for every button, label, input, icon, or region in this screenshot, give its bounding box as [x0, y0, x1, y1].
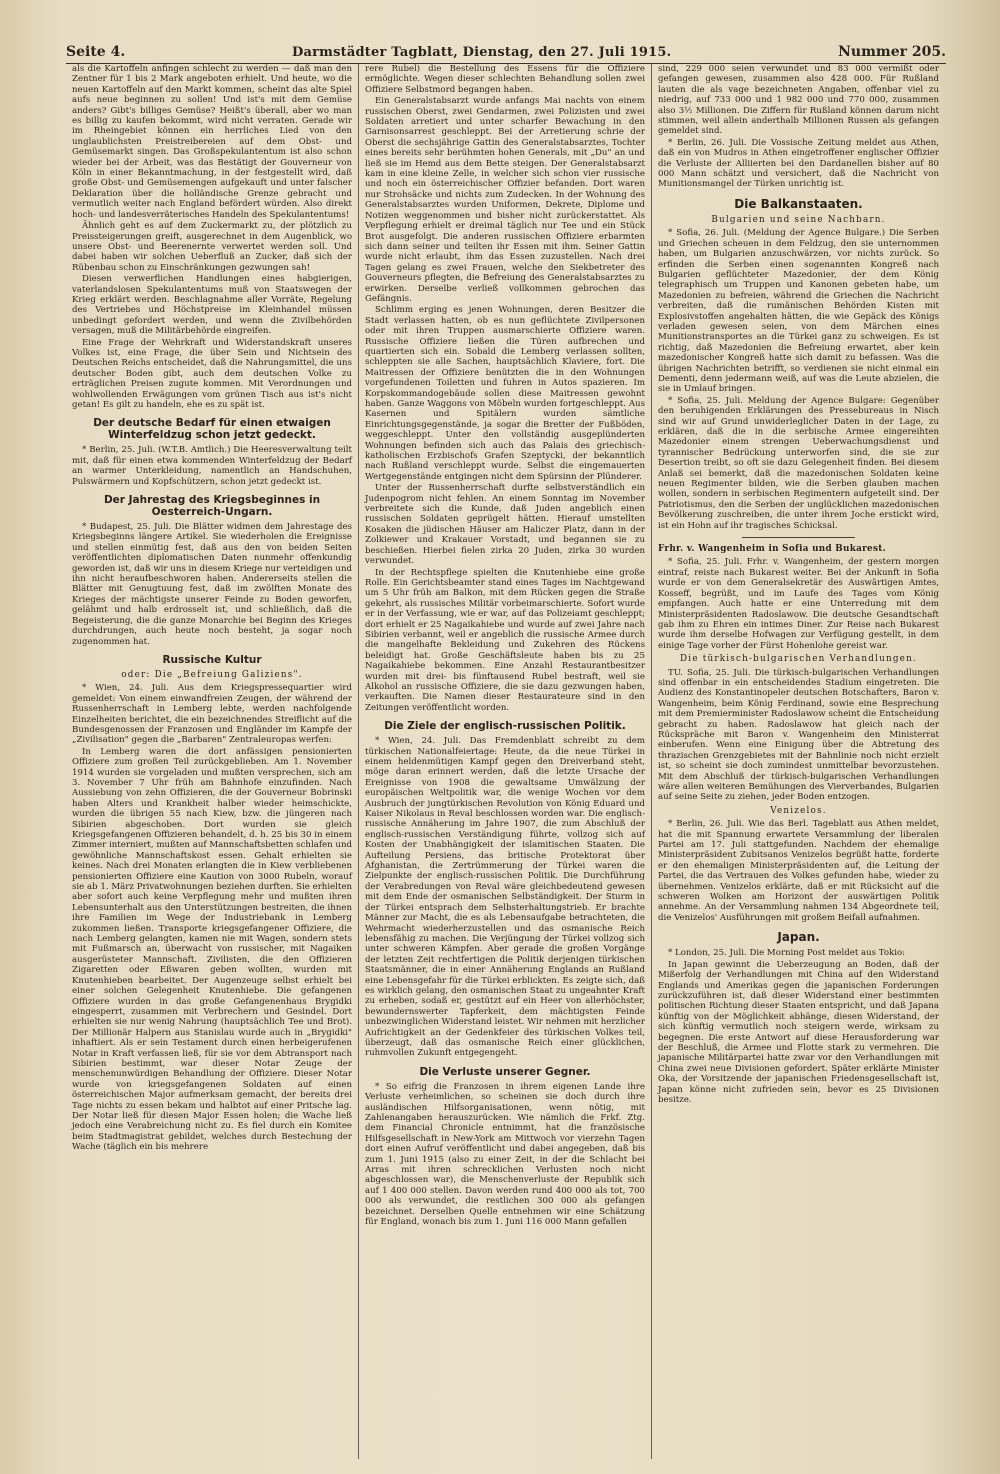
paragraph: * Wien, 24. Juli. Das Fremdenblatt schreibt zu dem türkischen Nationalfeiertage: Heute, da die neue Türkei in einem heldenmütigen Kampf gegen den Dreiverband steht, möge daran erinnert werden, daß die letzte Ursache der Ereignisse von 1908 die gewaltsame Umwälzung der europäischen Weltpolitik war, die wenige Wochen vor dem Ausbruch der jungtürkischen Revolution von König Eduard und Kaiser Nikolaus in Reval beschlossen worden war. Die englisch-russische Annäherung im Jahre 1907, die zum Abschluß der englisch-russischen Verständigung führte, vollzog sich auf Kosten der Unabhängigkeit der islamitischen Staaten. Die Aufteilung Persiens, das britische Protektorat über Afghanistan, die Zertrümmerung der Türkei waren die Zielpunkte der englisch-russischen Politik. Die Durchführung der Verabredungen von Reval wäre gleichbedeutend gewesen mit dem Ende der osmanischen Selbständigkeit. Der Sturm in der Türkei entsprach dem Selbsterhaltungstrieb. Er brachte Männer zur Macht, die es als Lebensaufgabe betrachteten, die Wehrmacht wiederherzustellen und das osmanische Reich lebensfähig zu machen. Die Verjüngung der Türkei vollzog sich unter schweren Kämpfen. Aber gerade die großen Vorgänge der letzten Zeit rechtfertigen die Politik derjenigen türkischen Staatsmänner, die in einer Annäherung Englands an Rußland eine Lebensgefahr für die Türkei erblickten. Es zeigte sich, daß es wirklich gelang, den osmanischen Staat zu ungeahnter Kraft zu erheben, sodaß er, gestützt auf ein Heer von allerhöchster, bewundernswerter Tapferkeit, dem mächtigsten Feinde unbezwinglichen Widerstand leistet. Wir nehmen mit herzlicher Aufrichtigkeit an der Gedenkfeier des türkischen Volkes teil, überzeugt, daß das osmanische Reich einer glücklichen, ruhmvollen Zukunft entgegengeht. — [365, 736, 645, 1059]
subheadline-bulgaria-neighbours: Bulgarien und seine Nachbarn. — [711, 214, 886, 225]
paragraph: Diesen verwerflichen Handlungen eines habgierigen, vaterlandslosen Spekulantentums muß von Staatswegen der Krieg erklärt werden. Beschlagnahme aller Vorräte, Regelung des Vertriebes und Höchstpreise im Kleinhandel müssen unbedingt gefordert werden, und wenn die Zivilbehörden versagen, muß die Militärbehörde eingreifen. — [72, 274, 352, 337]
paragraph: * So eifrig die Franzosen in ihrem eigenen Lande ihre Verluste verheimlichen, so scheinen sie doch durch ihre ausländischen Hilfsorganisationen, wenn nötig, mit Zahlenangaben herauszurücken. Wie nämlich die Frkf. Ztg. dem Financial Chronicle entnimmt, hat die französische Hilfsgesellschaft in New-York am Mittwoch vor vierzehn Tagen dort einen Aufruf veröffentlicht und dabei angegeben, daß bis zum 1. Juni 1915 (also zu einer Zeit, in der die Schlacht bei Arras mit ihren schrecklichen Verlusten noch nicht abgeschlossen war), die Menschenverluste der Republik sich auf 1 400 000 stellen. Davon werden rund 400 000 als tot, 700 000 als verwundet, die restlichen 300 000 als gefangen bezeichnet. Derselben Quelle entnehmen wir eine Schätzung für England, wonach bis zum 1. Juni 116 000 Mann gefallen — [365, 1081, 645, 1228]
paragraph: * Berlin, 26. Juli. Die Vossische Zeitung meldet aus Athen, daß ein von Mudros in Athen eingetroffener englischer Offizier die Verluste der Alliierten bei den Dardanellen bisher auf 80 000 Mann schätzt und versichert, daß die Nachricht von Munitionsmangel der Türken unrichtig ist. — [658, 137, 939, 190]
paragraph: * Berlin, 26. Juli. Wie das Berl. Tageblatt aus Athen meldet, hat die mit Spannung erwartete Versammlung der liberalen Partei am 17. Juli stattgefunden. Nachdem der ehemalige Ministerpräsident Zubitsanos Venizelos begrüßt hatte, forderte er den ehemaligen Ministerpräsidenten auf, die Leitung der Partei, die das Vertrauen des Volkes gefunden habe, wieder zu übernehmen. Venizelos erklärte, daß er mit Rücksicht auf die schweren Wolken am Horizont der auswärtigen Politik annehme. An der Versammlung nahmen 134 Abgeordnete teil, die Venizelos' Ausführungen mit großem Beifall aufnahmen. — [658, 819, 939, 923]
paragraph: * Sofia, 26. Juli. (Meldung der Agence Bulgare.) Die Serben und Griechen scheuen in dem Feldzug, den sie unternommen haben, um Bulgarien anzuschwärzen, vor nichts zurück. So erfinden die Serben einen sogenannten Kongreß nach Bulgarien geflüchteter Mazedonier, der dem König telegraphisch um Truppen und Kanonen gebeten habe, um Mazedonien zu befreien, während die Griechen die Nachricht verbreiten, daß die rumänischen Behörden Kisten mit Explosivstoffen angehalten hätten, die wie Gepäck des Königs verladen gewesen seien, von dem Märchen eines Munitionstransportes an die Türkei ganz zu schweigen. Es ist richtig, daß Mazedonien die Befreiung erwartet, aber kein mazedonischer Kongreß hatte sich damit zu befassen. Was die übrigen Nachrichten betrifft, so verdienen sie nicht einmal ein Dementi, denn jedermann weiß, auf was die Leute abzielen, die sie in Umlauf bringen. — [658, 228, 939, 395]
paragraph: * Sofia, 25. Juli. Frhr. v. Wangenheim, der gestern morgen eintraf, reiste nach Bukarest weiter. Bei der Ankunft in Sofia wurde er von dem Generalsekretär des Auswärtigen Amtes, Kosseff, begrüßt, und im Laufe des Tages vom König empfangen. Auch hatte er eine Unterredung mit dem Ministerpräsidenten Radoslawow. Die deutsche Gesandtschaft gab ihm zu Ehren ein intimes Diner. Zur Reise nach Bukarest wurde ihm derselbe Hofwagen zur Verfügung gestellt, in dem einige Tage vorher der Fürst Hohenlohe gereist war. — [658, 557, 939, 651]
headline-winter-campaign: Der deutsche Bedarf für einen etwaigen Winterfeldzug schon jetzt gedeckt. — [93, 417, 331, 442]
subheadline-wangenheim: Frhr. v. Wangenheim in Sofia und Bukarest. — [658, 544, 886, 555]
article-columns — [66, 64, 946, 1459]
paragraph: * Sofia, 25. Juli. Meldung der Agence Bulgare: Gegenüber den beruhigenden Erklärungen des Pressebureaus in Nisch sind wir auf Grund unwiderleglicher Daten in der Lage, zu erklären, daß die in die serbische Armee eingereihten Mazedonier einem strengen Ueberwachungsdienst und tyrannischer Bedrückung unterworfen sind, die sie zur Desertion treibt, so oft sie dazu Gelegenheit finden. Bei diesem Anlaß sei bemerkt, daß die mazedonischen Soldaten keine neuen Regimenter bilden, wie die Serben glauben machen wollen, sondern in serbischen Regimentern aufgeteilt sind. Der Patriotismus, den die Serben der unglücklichen mazedonischen Bevölkerung zuschreiben, die unter ihrem Joche erstickt wird, ist ein Hohn auf ihr tragisches Schicksal. — [658, 395, 939, 531]
paragraph: * Budapest, 25. Juli. Die Blätter widmen dem Jahrestage des Kriegsbeginns längere Artikel. Sie wiederholen die Ereignisse und stellen einmütig fest, daß aus den von beiden Seiten veröffentlichten diplomatischen Daten nunmehr offenkundig geworden ist, daß wir uns in diesem Kriege nur verteidigen und ihn nicht heraufbeschworen haben. Andererseits stellen die Blätter mit Genugtuung fest, daß im zwölften Monate des Krieges der mächtigste unserer Feinde zu Boden geworfen, gelähmt und halb erdrosselt ist, und schließlich, daß die Begeisterung, die die ganze Monarchie bei Beginn des Krieges durchdrungen, auch heute noch besteht, ja sogar noch zugenommen hat. — [72, 522, 352, 647]
subheadline-turkish-bulgarian: Die türkisch-bulgarischen Verhandlungen. — [680, 654, 917, 665]
paragraph: Schlimm erging es jenen Wohnungen, deren Besitzer die Stadt verlassen hatten, ob es nun geflüchtete Zivilpersonen oder mit ihren Truppen ausmarschierte Offiziere waren. Russische Offiziere ließen die Türen aufbrechen und quartierten sich ein. Sobald die Lemberg verlassen sollten, schleppten sie alle Sachen, hauptsächlich Klaviere, fort. Die Maitressen der Offiziere benützten die in den Wohnungen vorgefundenen Toiletten und fuhren in Autos spazieren. Im Korpskommandogebäude sollen diese Maitressen gewohnt haben. Ganze Waggons von Möbeln wurden fortgeschleppt. Aus Kasernen und Spitälern wurden sämtliche Einrichtungsgegenstände, ja sogar die Bretter der Fußböden, weggeschleppt. Unter den vollständig ausgeplünderten Wohnungen befinden sich auch das Palais des griechisch-katholischen Erzbischofs Grafen Szeptycki, der bekanntlich nach Rußland verschleppt wurde. Selbst die eingemauerten Wertgegenstände entgingen nicht dem Spürsinn der Plünderer. — [365, 305, 645, 482]
paragraph: * Wien, 24. Juli. Aus dem Kriegspressequartier wird gemeldet: Von einem einwandfreien Zeugen, der während der Russenherrschaft in Lemberg lebte, werden nachfolgende Einzelheiten berichtet, die ein bezeichnendes Streiflicht auf die Bundesgenossen der Franzosen und Engländer im Kampfe der „Zivilisation" gegen die „Barbaren" Zentraleuropas werfen: — [72, 683, 352, 746]
column-2 — [359, 64, 652, 1459]
headline-enemy-losses: Die Verluste unserer Gegner. — [419, 1065, 591, 1078]
paragraph: sind, 229 000 seien verwundet und 83 000 vermißt oder gefangen gewesen, zusammen also 428 000. Für Rußland lauten die als vage bezeichneten Angaben, offenbar viel zu niedrig, auf 733 000 und 1 982 000 und 770 000, zusammen also 3½ Millionen. Die Ziffern für Rußland können darum nicht stimmen, weil allein anderthalb Millionen Russen als gefangen gemeldet sind. — [658, 64, 939, 137]
paragraph: Ein Generalstabsarzt wurde anfangs Mai nachts von einem russischen Oberst, zwei Gendarmen, zwei Polizisten und zwei Soldaten arretiert und unter scharfer Bewachung in den Garnisonsarrest geschleppt. Bei der Arretierung schrie der Oberst die sechsjährige Gattin des Generalstabsarztes, Tochter eines bereits sehr berühmten hohen Generals, mit „Du" an und ließ sie im Hemd aus dem Bette steigen. Der Generalstabsarzt kam in eine kleine Zelle, in welcher sich schon vier russische und noch ein österreichischer Offizier befanden. Dort waren nur Strohsäcke und nichts zum Zudecken. In der Wohnung des Generalstabsarztes wurden Uniformen, Dekrete, Diplome und Notizen weggenommen und bisher nicht zurückerstattet. Als Verpflegung erhielt er dreimal täglich nur Tee und ein Stück Brot ausgefolgt. Die anderen russischen Offiziere erbarmten sich dann seiner und teilten ihr Essen mit ihm. Seiner Gattin wurde nicht erlaubt, ihm das Essen zuzustellen. Nach drei Tagen gelang es zwei Frauen, welche den Siekbetreter des Gouverneurs pflegten, die Befreiung des Generalstabsarztes zu erwirken. Derselbe verließ vollkommen gebrochen das Gefängnis. — [365, 96, 645, 304]
headline-anniversary-war: Der Jahrestag des Kriegsbeginnes in Oesterreich-Ungarn. — [103, 494, 321, 519]
headline-english-russian-policy: Die Ziele der englisch-russischen Politik. — [384, 720, 626, 733]
paragraph: rere Rubel) die Bestellung des Essens für die Offiziere ermöglichte. Wegen dieser schlechten Behandlung sollen zwei Offiziere Selbstmord begangen haben. — [365, 64, 645, 95]
paragraph: Ähnlich geht es auf dem Zuckermarkt zu, der plötzlich zu Preissteigerungen greift, ausgerechnet in dem Augenblick, wo unsere Obst- und Beerenernte verwertet werden soll. Und dabei haben wir solchen Ueberfluß an Zucker, daß sich der Rübenbau schon zu Einschränkungen gezwungen sah! — [72, 221, 352, 273]
paragraph: * Berlin, 25. Juli. (W.T.B. Amtlich.) Die Heeresverwaltung teilt mit, daß für einen etwa kommenden Winterfeldzug der Bedarf an warmer Unterkleidung, namentlich an Handschuhen, Pulswärmern und Kopfschützern, schon jetzt gedeckt ist. — [72, 445, 352, 487]
paragraph: TU. Sofia, 25. Juli. Die türkisch-bulgarischen Verhandlungen sind offenbar in ein entscheidendes Stadium eingetreten. Die Audienz des Konstantinopeler deutschen Botschafters, Baron v. Wangenheim, beim König Ferdinand, sowie eine Besprechung mit dem Premierminister Radoslawow scheint die Entscheidung gebracht zu haben. Radoslawow hat gleich nach der Rückspräche mit Baron v. Wangenheim den Ministerrat einberufen. Wenn eine Einigung über die Abtretung des thrazischen Grenzgebietes mit der Bahnlinie noch nicht erzielt ist, so scheint sie doch zumindest unmittelbar bevorzustehen. Mit dem Abschluß der türkisch-bulgarischen Verhandlungen wäre allen weiteren Bemühungen des Vierverbandes, Bulgarien auf seine Seite zu ziehen, jeder Boden entzogen. — [658, 667, 939, 803]
newspaper-title-date: Darmstädter Tagblatt, Dienstag, den 27. Juli 1915. — [292, 45, 672, 60]
headline-russian-culture: Russische Kultur — [162, 653, 262, 666]
paragraph: In Japan gewinnt die Ueberzeugung an Boden, daß der Mißerfolg der Verhandlungen mit China auf den Widerstand Englands und Amerikas gegen die japanischen Forderungen zurückzuführen ist, daß dieser Widerstand einer bestimmten politischen Richtung dieser Staaten entspricht, und daß Japana künftig von der Möglichkeit abhänge, diesen Widerstand, der sich künftig vermutlich noch steigern werde, wirksam zu begegnen. Die erste Antwort auf diese Herausforderung war der Beschluß, die Armee und Flotte stark zu vermehren. Die japanische Militärpartei hatte zwar vor den Verhandlungen mit China zwei neue Divisionen gefordert. Später erklärte Minister Oka, der Vorsitzende der japanischen Friedensgesellschaft ist, Japan könne nicht zufrieden sein, bevor es 25 Divisionen besitze. — [658, 959, 939, 1105]
column-1 — [66, 64, 359, 1459]
column-3 — [652, 64, 945, 1459]
paragraph: * London, 25. Juli. Die Morning Post meldet aus Tokio: — [668, 948, 906, 959]
page-header — [66, 40, 946, 64]
issue-number: Nummer 205. — [838, 44, 946, 60]
divider — [742, 537, 854, 538]
paragraph: Unter der Russenherrschaft durfte selbstverständlich ein Judenpogrom nicht fehlen. An einem Sonntag im November verbreitete sich die Kunde, daß Juden angeblich einen russischen Soldaten geprügelt hätten. Hierauf umstellten Kosaken die jüdischen Häuser am Haliczer Platz, dann in der Zolkiewer und Krakauer Vorstadt, und begannen sie zu beschießen. Hierbei fielen zirka 20 Juden, zirka 30 wurden verwundet. — [365, 483, 645, 567]
page-number: Seite 4. — [66, 44, 126, 60]
headline-balkan-states: Die Balkanstaaten. — [734, 196, 863, 211]
paragraph: In Lemberg waren die dort anfässigen pensionierten Offiziere zum großen Teil zurückgeblieben. Am 1. November 1914 wurden sie vorgeladen und mußten versprechen, sich am 3. November 7 Uhr früh am Bahnhofe einzufinden. Nach Aussiebung von zehn Offizieren, die der Gouverneur Bobrinski haben Alters und Krankheit halber wieder heimschickte, wurden die übrigen 55 nach Kiew, bzw. die jüngeren nach Sibirien abgeschoben. Dort wurden sie gleich Kriegsgefangenen Offizieren behandelt, d. h. 25 bis 30 in einem Zimmer interniert, mußten auf Mannschaftsbetten schlafen und gewöhnliche Mannschaftskost essen. Gehalt erhielten sie keines. Nach drei Monaten erlangten die in Kiew verbliebenen pensionierten Offiziere eine Kaution von 3000 Rubeln, worauf sie ab 1. März Privatwohnungen beziehen durften. Sie erhielten aber sofort auch keine Verpflegung mehr und mußten ihren Lebensunterhalt aus den Unterstützungen bestreiten, die ihnen ihre Familien im Wege der Industriebank in Lemberg zukommen ließen. Transporte kriegsgefangener Offiziere, die nach Lemberg gelangten, kamen nie mit Wagen, sondern stets mit Fußmarsch an, überwacht von russischer, mit Nagaiken ausgerüsteter Mannschaft. Zivilisten, die den Offizieren Zigaretten oder Eßwaren geben wollten, wurden mit Knutenhieben bearbeitet. Der Augenzeuge selbst erhielt bei einer solchen Gelegenheit Knutenhiebe. Die gefangenen Offiziere wurden in das große Gefangenenhaus Brygidki eingesperrt, zusammen mit Verbrechern und Gesindel. Dort erhielten sie nur wenig Nahrung (hauptsächlich Tee und Brot). Der Millionär Halpern aus Stanislau wurde auch in „Brygidki" inhaftiert. Als er sein Testament durch einen herbeigerufenen Notar in Kraft verfassen ließ, für sie vor dem Abtransport nach Sibirien bestimmt, war dieser Notar Zeuge der menschenunwürdigen Behandlung der Offiziere. Dieser Notar wurde von kriegsgefangenen Soldaten auf einen österreichischen Major aufmerksam gemacht, der bereits drei Tage nichts zu essen bekam und halbtot auf einer Pritsche lag. Der Notar ließ für diesen Major Essen holen; die Wache ließ jedoch eine Verabreichung nicht zu. Es fiel durch ein Komitee beim Stadtmagistrat gebildet, welches durch Bestechung der Wache (täglich ein bis mehrere — [72, 746, 352, 1153]
subheadline-galicia: oder: Die „Befreiung Galiziens". — [121, 669, 303, 680]
paragraph: als die Kartoffeln anfingen schlecht zu werden — daß man den Zentner für 1 bis 2 Mark angeboten erhielt. Und heute, wo die neuen Kartoffeln auf den Markt kommen, scheint das alte Spiel aufs neue beginnen zu sollen! Und ist's mit dem Gemüse anders? Gibt's billiges Gemüse? Heißt's überall, aber wo man es billig zu kaufen bekommt, wird nicht verraten. Gerade wir im Rheingebiet können ein herrliches Lied von den unglaublichsten Preistreibereien auf dem Obst- und Gemüsemarkt singen. Das Großspekulantentum ist also schon wieder bei der Arbeit, was das Bestätigt der Gouverneur von Köln in einer Bekanntmachung, in der festgestellt wird, daß große Obst- und Gemüsemengen aufgekauft und unter falscher Deklaration über die holländische Grenze gebracht und vermutlich weiter nach England befördert würden. Also direkt hoch- und landesverräterisches Handeln des Spekulantentums! — [72, 64, 352, 220]
subheadline-venizelos: Venizelos. — [770, 805, 827, 816]
headline-japan: Japan. — [777, 930, 820, 945]
paragraph: Eine Frage der Wehrkraft und Widerstandskraft unseres Volkes ist, eine Frage, die über Sein und Nichtsein des Deutschen Reichs entscheidet, daß die Nahrungsmittel, die uns deutscher Boden gibt, auch dem deutschen Volke zu erträglichen Preisen zugute kommen. Mit Verordnungen und wohlwollenden Erwägungen vom grünen Tisch aus ist's nicht getan! Es gilt zu handeln, ehe es zu spät ist. — [72, 337, 352, 410]
paragraph: In der Rechtspflege spielten die Knutenhiebe eine große Rolle. Ein Gerichtsbeamter stand eines Tages im Nachtgewand um 5 Uhr früh am Balkon, mit dem Rücken gegen die Straße gekehrt, als russisches Militär vorbeimarschierte. Sofort wurde er in der Verfassung, wie er war, auf das Polizeiamt geschleppt; dort erhielt er 25 Nagaikahiebe und wurde auf zwei Jahre nach Sibirien verbannt, weil er angeblich die russische Armee durch die mangelhafte Bekleidung und Zukehren des Rückens beleidigt hat. Große Geschäftsleute haben bis zu 25 Nagaikahiebe bekommen. Eine Anzahl Restaurantbesitzer wurden mit drei- bis fünftausend Rubel bestraft, weil sie Alkohol an russische Offiziere, die sie dazu gezwungen haben, verkauften. Die Namen dieser Restaurateure sind in den Zeitungen veröffentlicht worden. — [365, 567, 645, 713]
